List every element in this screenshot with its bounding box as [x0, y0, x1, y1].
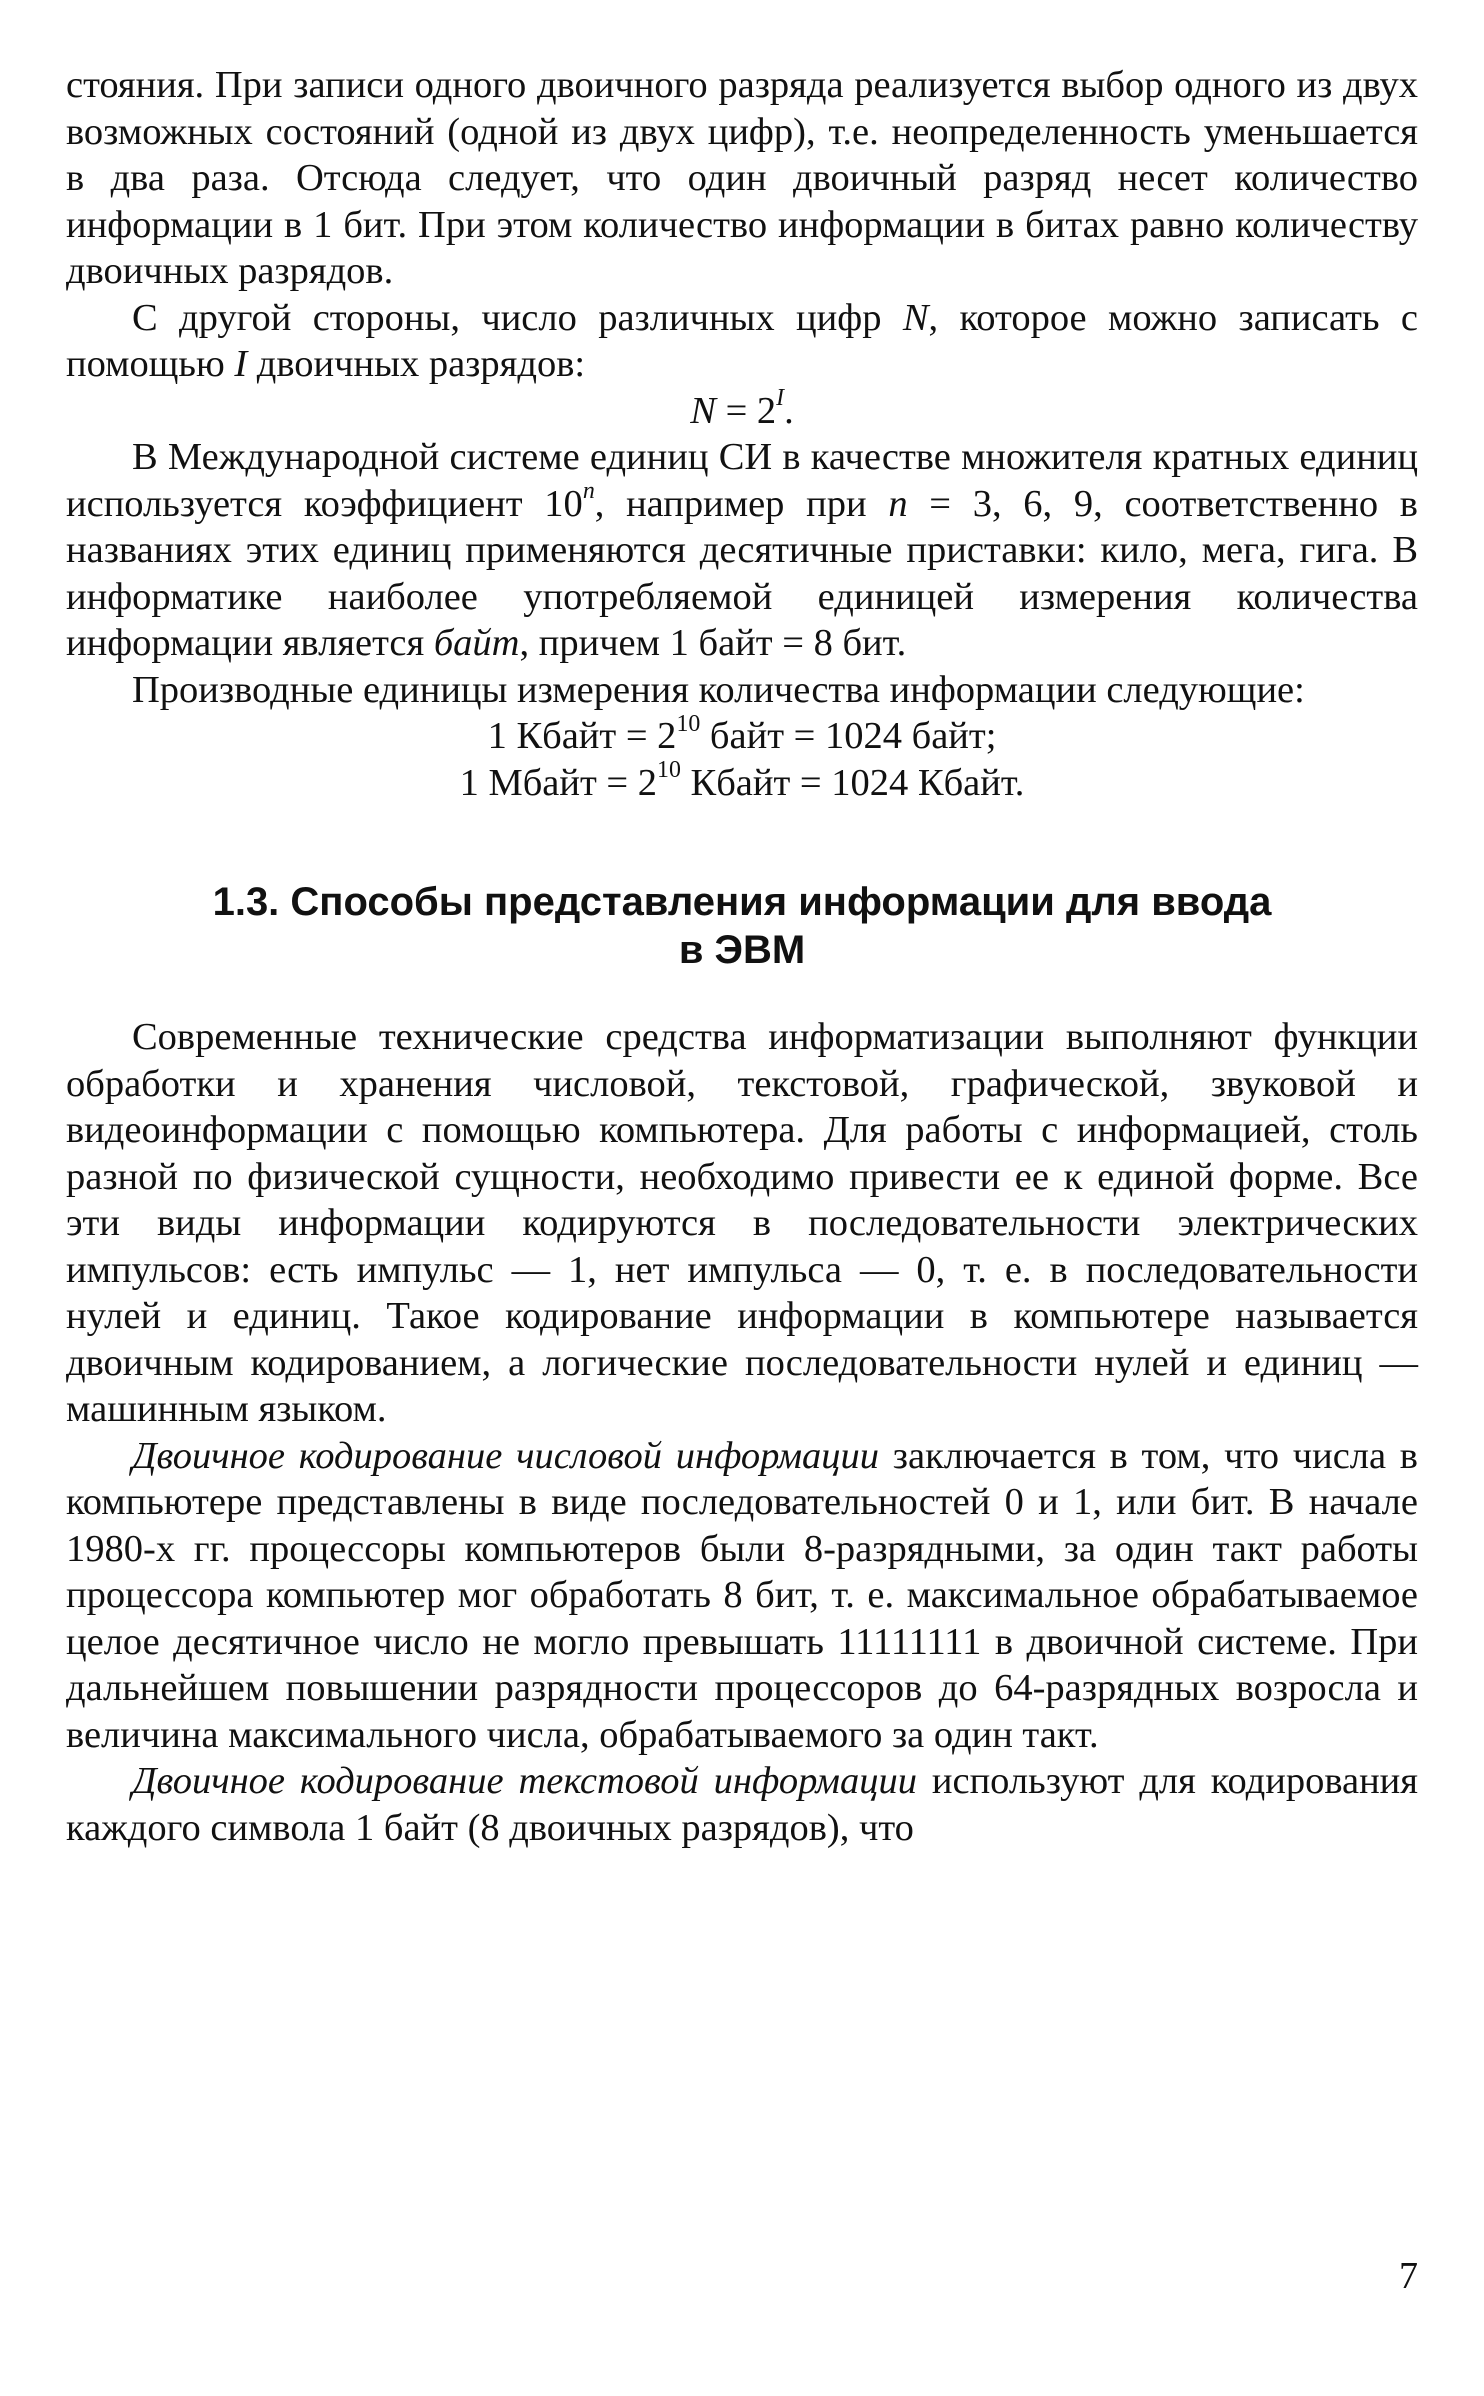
term-numeric-coding: Двоичное кодирование числовой информации: [132, 1434, 880, 1477]
formula-megabyte: [66, 757, 1418, 807]
section-heading: [66, 878, 1418, 974]
section-heading-line-1: 1.3. Способы представления информации для ввода: [212, 880, 1272, 924]
paragraph-text: = 3, 6, 9, соответственно в названиях этих единиц применяются десятичные приставки: кило, мега, гига. В информатике наиболее употребляемой единицей измерения количества информации является: [66, 482, 1418, 664]
paragraph-bit-definition: [66, 62, 1418, 295]
term-text-coding: Двоичное кодирование текстовой информации: [132, 1760, 917, 1802]
formula-exponent: 10: [676, 710, 701, 737]
formula-end: .: [784, 389, 794, 432]
paragraph-si-units: [66, 434, 1418, 667]
paragraph-digits-count: [66, 295, 1418, 388]
variable-n: n: [888, 482, 908, 525]
formula-part: 1 Кбайт = 2: [487, 715, 677, 757]
text-column: [66, 62, 1418, 1851]
paragraph-text: , например при: [594, 482, 889, 525]
paragraph-binary-coding: [66, 1014, 1418, 1433]
exponent-n: n: [582, 478, 595, 505]
paragraph-text: Современные технические средства информатизации выполняют функции обработки и хранения числовой, текстовой, графической, звуковой и видеоинформации с помощью компьютера. Для работы с информацией, столь разной по физической сущности, необходимо привести ее к единой форме. Все эти виды информации кодируются в последовательности электрических импульсов: есть импульс — 1, нет импульса — 0, т. е. в последовательности нулей и единиц. Такое кодирование информации в компьютере называется двоичным кодированием, а логические последовательности нулей и единиц — машинным языком.: [66, 1016, 1418, 1430]
variable-n: N: [902, 296, 929, 339]
term-byte: байт: [433, 622, 520, 664]
paragraph-text: С другой стороны, число различных цифр: [132, 296, 903, 339]
paragraph-text: Производные единицы измерения количества информации следующие:: [132, 668, 1305, 711]
paragraph-numeric-coding: [66, 1433, 1418, 1759]
formula-part: 1 Мбайт = 2: [459, 761, 658, 804]
paragraph-text-coding: [66, 1758, 1418, 1851]
formula-n-equals-2-pow-i: [66, 385, 1418, 435]
section-heading-line-2: в ЭВМ: [678, 928, 806, 972]
paragraph-text: используют для кодирования каждого символа 1 байт (8 двоичных разрядов), что: [66, 1760, 1418, 1849]
paragraph-text: двоичных разрядов:: [247, 343, 586, 385]
paragraph-text: стояния. При записи одного двоичного разряда реализуется выбор одного из двух возможных состояний (одной из двух цифр), т.е. неопределенность уменьшается в два раза. Отсюда следует, что один двоичный разряд несет количество информации в 1 бит. При этом количество информации в битах равно количеству двоичных разрядов.: [66, 64, 1418, 292]
formula-lhs: N: [690, 389, 716, 432]
page-number: 7: [1399, 2255, 1418, 2297]
variable-i: I: [234, 343, 248, 385]
formula-part: Кбайт = 1024 Кбайт.: [680, 761, 1025, 804]
paragraph-text: , причем 1 байт = 8 бит.: [519, 622, 907, 664]
formula-rhs: = 2: [715, 389, 777, 432]
paragraph-derived-units: [66, 667, 1418, 714]
formula-exponent: 10: [657, 757, 681, 784]
formula-exponent: I: [776, 385, 785, 412]
paragraph-text: заключается в том, что числа в компьютере представлены в виде последовательностей 0 и 1, или бит. В начале 1980-х гг. процессоры компьютеров были 8-разрядными, за один такт работы процессора компьютер мог обработать 8 бит, т. е. максимальное обрабатываемое целое десятичное число не могло превышать 11111111 в двоичной системе. При дальнейшем повышении разрядности процессоров до 64-разрядных возросла и величина максимального числа, обрабатываемого за один такт.: [66, 1434, 1418, 1756]
formula-kilobyte: [66, 710, 1418, 760]
paragraph-text: В Международной системе единиц СИ в качестве множителя кратных единиц используется коэффициент 10: [66, 436, 1418, 525]
formula-part: байт = 1024 байт;: [700, 715, 997, 757]
paragraph-text: , которое можно записать с помощью: [66, 296, 1418, 385]
